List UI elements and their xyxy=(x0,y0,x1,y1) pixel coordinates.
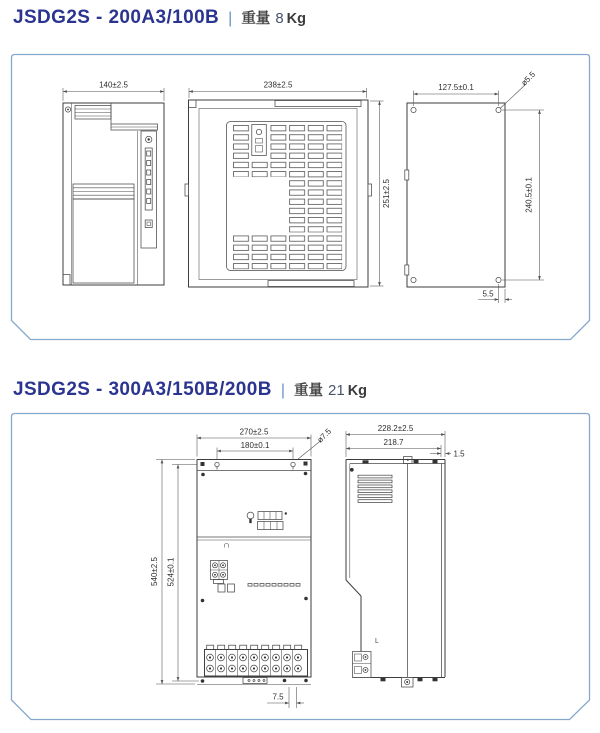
dim-side-width: 238±2.5 xyxy=(263,80,293,90)
front-view-small-drive xyxy=(63,81,164,286)
weight-label: 重量 xyxy=(294,383,324,399)
dim-mount-bottom-offset: 5.5 xyxy=(482,289,494,299)
dim-mount-width: 127.5±0.1 xyxy=(438,83,474,92)
title-separator: | xyxy=(280,382,286,399)
dim-mount-height: 240.5±0.1 xyxy=(524,177,534,213)
latch-left xyxy=(185,184,189,196)
dim-mount-hole-dia: ø5.5 xyxy=(519,69,538,88)
dim-top-offset: 1.5 xyxy=(453,449,465,459)
side-marking-label: L xyxy=(375,638,379,645)
side-terminal-box xyxy=(353,652,372,678)
dim-mount-height: 524±0.1 xyxy=(166,557,176,587)
dim-side-depth: 228.2±2.5 xyxy=(377,424,414,433)
dim-mount-width: 180±0.1 xyxy=(240,440,270,450)
dim-mount-hole-dia: ø7.5 xyxy=(315,426,334,445)
dim-bottom-offset: 7.5 xyxy=(272,692,284,702)
drive-body-outline xyxy=(197,460,311,678)
weight-unit: Kg xyxy=(347,383,368,399)
model-name: JSDG2S - 300A3/150B/200B xyxy=(13,379,272,400)
weight-unit: Kg xyxy=(286,11,306,27)
weight-value: 8 xyxy=(275,10,284,27)
nameplate xyxy=(252,125,266,156)
dim-front-height: 540±2.5 xyxy=(150,557,159,586)
latch-right xyxy=(368,184,372,196)
power-terminal-strip xyxy=(205,645,308,676)
mounting-plate-outline xyxy=(407,103,505,287)
side-vent-view-small-drive xyxy=(185,81,391,288)
weight-label: 重量 xyxy=(241,11,271,27)
model-name: JSDG2S - 200A3/100B xyxy=(13,7,220,28)
dim-front-width: 270±2.5 xyxy=(239,427,269,437)
dim-side-height: 251±2.5 xyxy=(382,179,391,208)
weight-value: 21 xyxy=(328,382,345,399)
dim-side-depth-inner: 218.7 xyxy=(383,438,404,447)
title-separator: | xyxy=(228,10,233,27)
dim-front-width: 140±2.5 xyxy=(99,80,128,90)
